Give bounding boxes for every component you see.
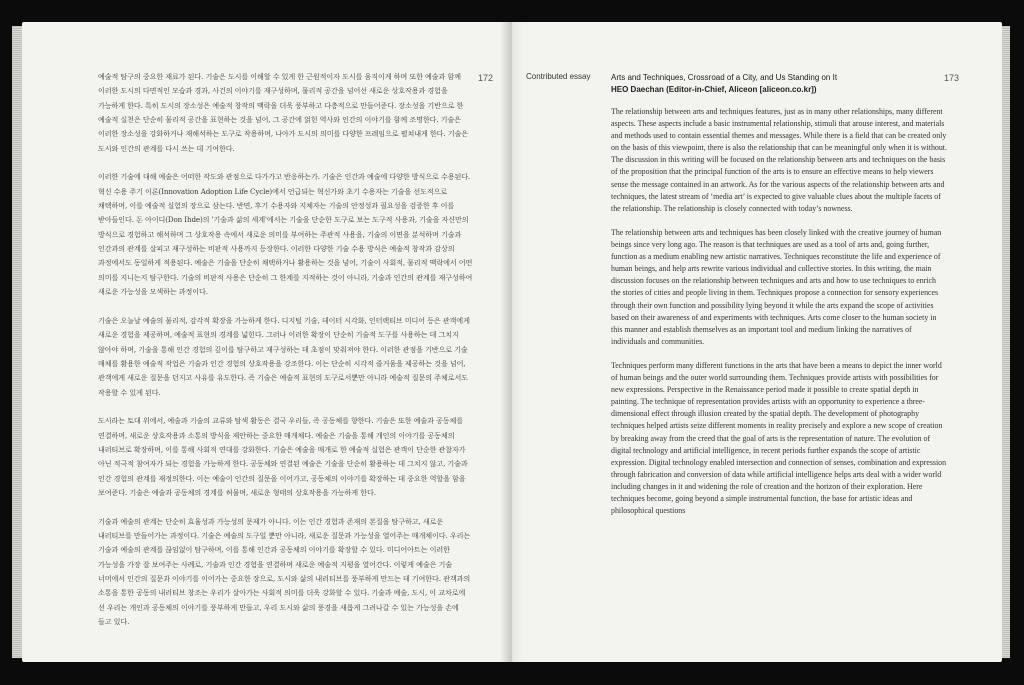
section-label: Contributed essay (526, 72, 591, 81)
english-body-text (611, 106, 947, 529)
korean-paragraph: 기술과 예술의 관계는 단순히 효율성과 가능성의 문제가 아니다. 이는 인간 경험과 존재의 본질을 탐구하고, 새로운 내러티브를 만들어가는 과정이다. 기술은 예술의 도구일 뿐만 아니라, 새로운 질문과 가능성을 열어주는 매개체이다. 우리는 기술과 예술의 관계를 끊임없이 탐구하며, 이를 통해 인간과 공동체의 이야기를 확장할 수 있다. 미디어아트는 이러한 가능성을 가장 잘 보여주는 사례로, 기술과 인간 경험을 연결하며 새로운 예술적 지평을 열어간다. 이렇게 예술은 기술 너머에서 인간의 질문과 이야기를 이어가는 중요한 장으로, 도시와 삶의 내러티브를 풍부하게 만드는 데 기여한다. 관객과의 소통을 통한 공동의 내러티브 창조는 우리가 살아가는 사회적 의미를 더욱 강화할 수 있다. 기술과 예술, 도시, 이 교차로에 선 우리는 개인과 공동체의 이야기를 풍부하게 만들고, 우리 도시와 삶의 풍경을 새롭게 그려나갈 수 있는 가능성을 손에 들고 있다. (98, 516, 471, 627)
english-paragraph: The relationship between arts and techniques has been closely linked with the creative journey of human beings since very long ago. The reason is that techniques are used as a tool of arts and, going further, function as a medium enabling new artistic narratives. Techniques reconstitute the life and experience of human beings, and help arts rewrite various individual and collective stories. In this writing, the main discussion focuses on the relationship between techniques and arts and how to use techniques to enrich the stories of cities and people living in them. Techniques propose a connection for sensory experiences through their own function and possibility lying beyond it while the arts expand the scope of activities based on their awareness of and experiments with techniques. Arts come closer to the human society in this manner and establish themselves as an important tool and medium linking the narratives of individuals and communities. (611, 227, 942, 346)
english-paragraph: Techniques perform many different functions in the arts that have been a means to depict the inner world of human beings and the outer world surrounding them. Techniques provide artists with possibilities for new expressions. Perspective in the Renaissance period made it possible to create spatial depth in painting. The technique of representation provides artists with an opportunity to experience a three-dimensional effect through illusion created by the spatial depth. The development of photography techniques helped artists seize different moments in reality precisely and explore a new scope of creation by breaking away from the creed that the goal of arts is the representation of nature. The evolution of digital technology and artificial intelligence, in recent periods further expands the scope of artistic expression. Digital technology enabled intersection and connection of senses, combination and expression through fabrication and conversion of data while artificial intelligence helps arts deal with a wider world including changes in it and widening the role of creation and the horizon of their exploration. Here techniques become, going beyond a simple instrumental function, the base for artistic ideas and philosophical questions (611, 360, 947, 516)
left-page-number: 172 (478, 73, 494, 83)
korean-paragraph: 이러한 기술에 대해 예술은 어떠한 작도와 관점으로 다가가고 반응하는가. 기술은 인간과 예술에 다양한 방식으로 수용된다. 혁신 수용 주기 이론(Innovation Adoption Life Cycle)에서 언급되는 혁신가와 초기 수용자는 기술을 선도적으로 채택하며, 이를 예술적 실험의 장으로 삼는다. 반면, 후기 수용자와 지체자는 기술의 안정성과 필요성을 검증한 후 이를 받아들인다. 돈 아이디(Don Ihde)의 '기술과 삶의 세계'에서는 기술을 단순한 도구로 보는 도구적 사용과, 기술을 자신만의 방식으로 경험하고 해석하며 그 상호작용 속에서 새로운 의미를 부여하는 주관적 사용을, 기술의 이면을 분석하며 기술과 인간과의 관계를 살피고 재구성하는 비판적 사용까지 등장한다. 이러한 다양한 기술 수용 방식은 예술적 창작과 감상의 과정에서도 동일하게 적용된다. 예술은 기술을 단순히 채택하거나 활용하는 것을 넘어, 기술이 사회적, 물리적 맥락에서 어떤 의미를 지니는지 탐구한다. 기술의 비판적 사용은 단순히 그 한계를 지적하는 것이 아니라, 기술과 인간의 관계를 재구성하여 새로운 가능성을 모색하는 과정이다. (98, 172, 473, 297)
page-stack-right-edge (1002, 26, 1010, 658)
korean-paragraph: 도시라는 토대 위에서, 예술과 기술의 교류와 탐색 활동은 결국 우리들, 즉 공동체를 향한다. 기술은 또한 예술과 공동체를 연결하며, 새로운 상호작용과 소통의 방식을 제안하는 중요한 매개체다. 예술은 기술을 통해 개인의 이야기를 공동체의 내러티브로 확장하며, 이를 통해 사회적 연대를 강화한다. 기술은 예술을 매개로 한 예술적 실험은 관객이 단순한 관찰자가 아닌 적극적 참여자가 되는 경험을 가능하게 한다. 공동체와 연결된 예술은 기술을 단순히 활용하는 데 그치지 않고, 기술과 인간 경험의 관계를 재정의한다. 이는 예술이 인간의 질문을 이어가고, 공동체의 이야기를 확장하는 데 중요한 역할을 함을 보여준다. 기술은 예술과 공동체의 경계를 허물며, 새로운 형태의 상호작용을 가능하게 한다. (98, 416, 468, 497)
korean-paragraph: 예술적 탐구의 중요한 재료가 된다. 기술은 도시를 이해할 수 있게 한 근원적이자 도시를 움직이게 하며 또한 예술과 함께 이러한 도시의 다면적인 모습과 경과, 사건의 이야기를 재구성하며, 물리적 공간을 넘어선 새로운 상호작용과 경험을 가능하게 한다. 특히 도시의 장소성은 예술적 창작의 맥락을 더욱 풍부하고 다층적으로 만들어준다. 장소성을 기반으로 한 예술적 실천은 단순히 물리적 공간을 표현하는 것을 넘어, 그 공간에 얽힌 역사와 인간의 이야기를 함께 조명한다. 기술은 이러한 장소성을 강화하거나 재해석하는 도구로 작용하며, 나아가 도시의 의미를 다양한 프레임으로 펼쳐내게 한다. 기술은 도시와 인간의 관계를 다시 쓰는 데 기여한다. (98, 72, 468, 153)
korean-body-text (98, 70, 474, 644)
essay-title-block (611, 72, 941, 97)
essay-author: HEO Daechan (Editor-in-Chief, Aliceon [aliceon.co.kr]) (611, 85, 817, 95)
right-page-number: 173 (944, 73, 960, 83)
english-paragraph: The relationship between arts and techniques features, just as in many other relationships, many different aspects. These aspects include a basic instrumental relationship, stimuli that arouse interest, and materials and methods used to contain essential themes and messages. While there is a field that can be created only on the basis of this viewpoint, there is also the relationship that can be meaningful only when it is without. The discussion in this writing will be focused on the relationship between arts and techniques on the basis of the proposition that the principal function of the arts is to ensure an effective means to help viewers sense the message contained in an artwork. As for the various aspects of the relationship between arts and techniques, the latest stream of ‘media art’ is expected to give valuable clues about the multiple facets of the relationship. The relationship is closely connected with today’s nowness. (611, 107, 947, 213)
korean-paragraph: 기술은 오늘날 예술의 물리적, 감각적 확장을 가능하게 한다. 디지털 기술, 데이터 시각화, 인터랙티브 미디어 등은 관객에게 새로운 경험을 제공하며, 예술적 표현의 경계를 넓힌다. 그러나 이러한 확장이 단순히 기술적 도구를 사용하는 데 그치지 않아야 하며, 기술을 통해 인간 경험의 깊이를 탐구하고 재구성하는 데 초점이 맞춰져야 한다. 이러한 관점을 기반으로 기술 매체를 활용한 예술적 작업은 기술과 인간 경험의 상호작용을 강조한다. 이는 단순히 시각적 즐거움을 제공하는 것을 넘어, 관객에게 새로운 질문을 던지고 사유를 유도한다. 즉 기술은 예술적 표현의 도구로서뿐만 아니라 예술적 질문의 주체로서도 작용할 수 있게 된다. (98, 315, 470, 397)
page-stack-left-edge (12, 26, 22, 658)
essay-title: Arts and Techniques, Crossroad of a City, and Us Standing on It (611, 73, 838, 82)
